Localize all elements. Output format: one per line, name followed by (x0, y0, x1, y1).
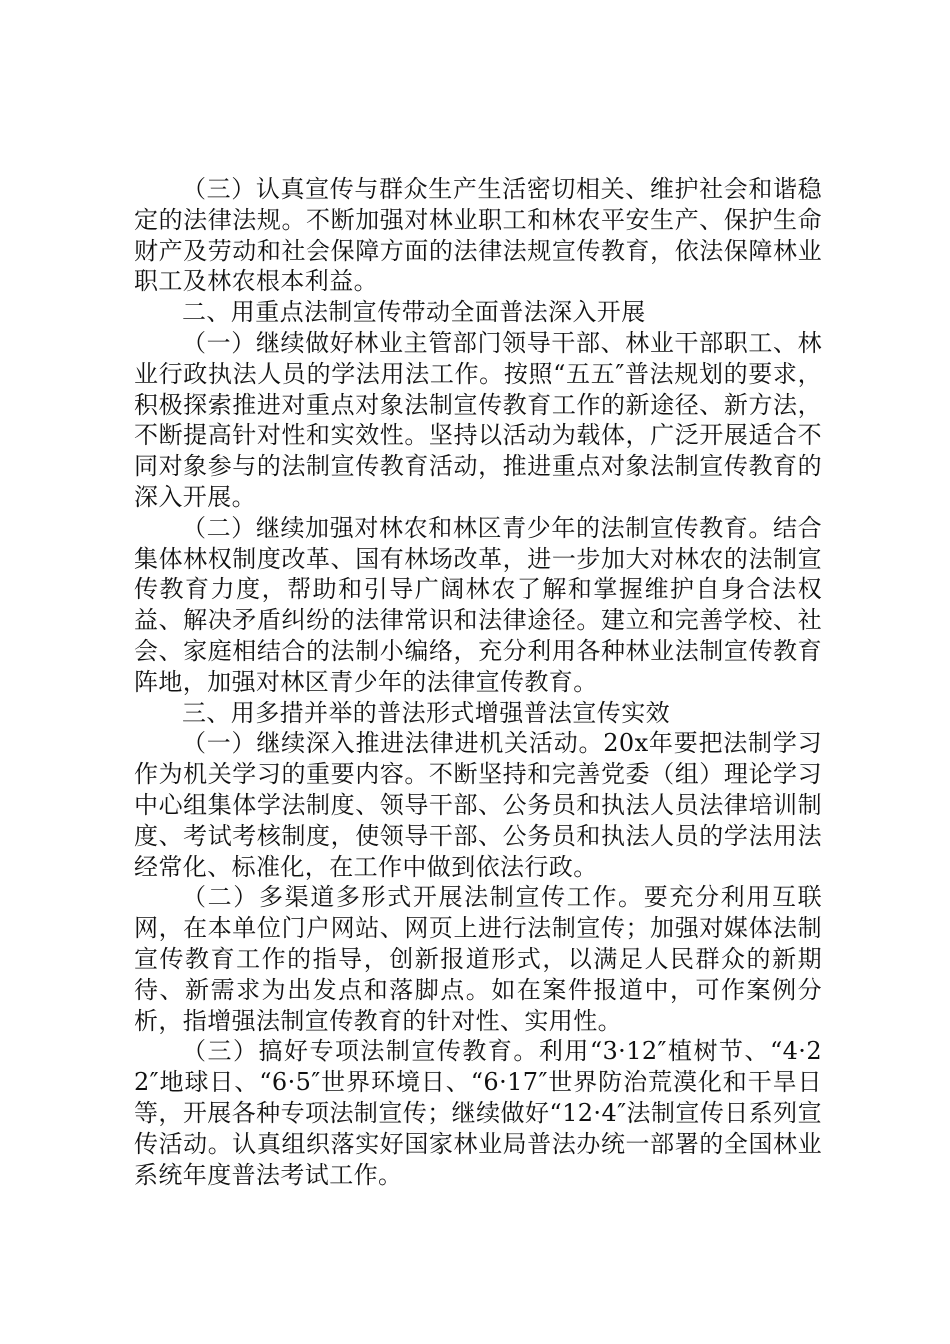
section-heading-two: 二、用重点法制宣传带动全面普法深入开展 (182, 298, 646, 327)
section-heading-three: 三、用多措并举的普法形式增强普法宣传实效 (182, 698, 670, 727)
paragraph-special-campaigns: （三）搞好专项法制宣传教育。利用“3·12″植树节、“4·22″地球日、“6·5″世界环境日、“6·17″世界防治荒漠化和干旱日等，开展各种专项法制宣传；继续做好“12·4″法制宣传日系列宣传活动。认真组织落实好国家林业局普法办统一部署的全国林业系统年度普法考试工作。 (134, 1037, 822, 1189)
paragraph-law-into-agencies: （一）继续深入推进法律进机关活动。20x年要把法制学习作为机关学习的重要内容。不断坚持和完善党委（组）理论学习中心组集体学法制度、领导干部、公务员和执法人员法律培训制度、考试考核制度，使领导干部、公务员和执法人员的学法用法经常化、标准化，在工作中做到依法行政。 (134, 729, 822, 881)
paragraph-safety-law: （三）认真宣传与群众生产生活密切相关、维护社会和谐稳定的法律法规。不断加强对林业职工和林农平安生产、保护生命财产及劳动和社会保障方面的法律法规宣传教育，依法保障林业职工及林农根本利益。 (134, 175, 822, 296)
paragraph-leaders-study: （一）继续做好林业主管部门领导干部、林业干部职工、林业行政执法人员的学法用法工作。按照“五五″普法规划的要求，积极探索推进对重点对象法制宣传教育工作的新途径、新方法，不断提高针对性和实效性。坚持以活动为载体，广泛开展适合不同对象参与的法制宣传教育活动，推进重点对象法制宣传教育的深入开展。 (134, 328, 822, 511)
paragraph-multichannel: （二）多渠道多形式开展法制宣传工作。要充分利用互联网，在本单位门户网站、网页上进行法制宣传；加强对媒体法制宣传教育工作的指导，创新报道形式，以满足人民群众的新期待、新需求为出发点和落脚点。如在案件报道中，可作案例分析，指增强法制宣传教育的针对性、实用性。 (134, 883, 822, 1035)
paragraph-farmers-youth: （二）继续加强对林农和林区青少年的法制宣传教育。结合集体林权制度改革、国有林场改革，进一步加大对林农的法制宣传教育力度，帮助和引导广阔林农了解和掌握维护自身合法权益、解决矛盾纠纷的法律常识和法律途径。建立和完善学校、社会、家庭相结合的法制小编络，充分利用各种林业法制宣传教育阵地，加强对林区青少年的法律宣传教育。 (134, 513, 822, 696)
document-body (134, 174, 822, 1190)
